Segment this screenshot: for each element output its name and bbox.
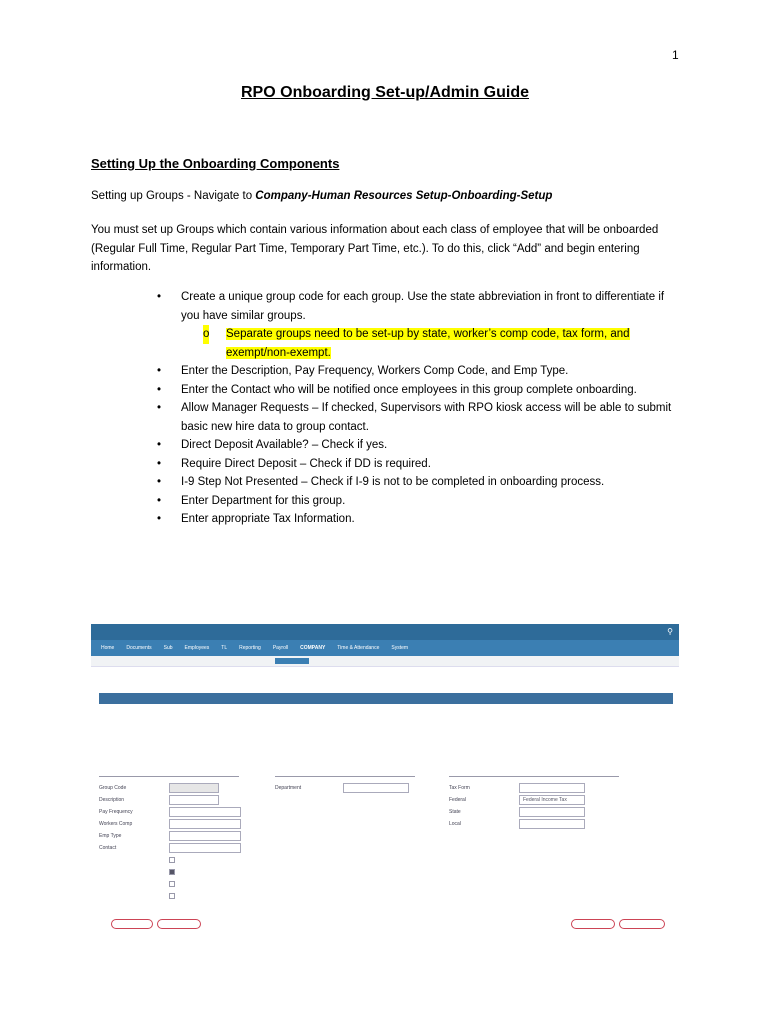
app-main-nav (91, 640, 679, 656)
sub-tab[interactable] (128, 658, 157, 664)
list-item: • Direct Deposit Available? – Check if yes. (154, 436, 684, 455)
table-row[interactable] (99, 704, 673, 715)
nav-item[interactable]: Payroll (272, 645, 289, 651)
nav-item[interactable]: Documents (126, 645, 152, 651)
sub-list-item (181, 325, 684, 362)
sub-tab[interactable] (217, 658, 246, 664)
panel-header (99, 768, 239, 777)
department-panel (275, 768, 415, 795)
nav-item[interactable]: Time & Attendance (337, 645, 380, 651)
panel-header (275, 768, 415, 777)
search-icon: ⚲ (667, 627, 673, 636)
emp-type-select[interactable] (169, 831, 241, 841)
page-number: 1 (672, 48, 679, 62)
sub-bullet-marker: o (203, 325, 209, 344)
app-button[interactable] (571, 919, 615, 929)
list-item: • Allow Manager Requests – If checked, Supervisors with RPO kiosk access will be able to submit basic new hire data to group contact. (154, 399, 684, 436)
intro-paragraph: You must set up Groups which contain various information about each class of employee that will be onboarded (Regular Full Time, Regular Part Time, Temporary Part Time, etc.). To do this, click “Add” and begin entering information. (91, 224, 659, 273)
embedded-app-screenshot (91, 624, 679, 851)
list-item: • Require Direct Deposit – Check if DD is required. (154, 455, 684, 474)
field-label: Emp Type (99, 833, 122, 839)
description-field[interactable] (169, 795, 219, 805)
nav-item[interactable]: Employees (184, 645, 210, 651)
field-label: Workers Comp (99, 821, 133, 827)
tax-panel (449, 768, 619, 831)
instruction-list (154, 288, 684, 529)
group-code-field[interactable] (169, 783, 219, 793)
navigation-instruction (91, 190, 552, 202)
workers-comp-select[interactable] (169, 819, 241, 829)
breadcrumb (91, 667, 679, 677)
nav-path: Company-Human Resources Setup-Onboarding-Setup (255, 190, 553, 202)
list-item: • I-9 Step Not Presented – Check if I-9 is not to be completed in onboarding process. (154, 473, 684, 492)
app-sub-nav (91, 656, 679, 667)
list-item: • Enter Department for this group. (154, 492, 684, 511)
document-title: RPO Onboarding Set-up/Admin Guide (241, 84, 529, 101)
panel-header (449, 768, 619, 777)
nav-item[interactable]: TL (221, 645, 228, 651)
app-top-bar (91, 624, 679, 640)
app-button[interactable] (111, 919, 153, 929)
app-button[interactable] (619, 919, 665, 929)
nav-item[interactable]: Sub (163, 645, 173, 651)
list-item: • Enter the Contact who will be notified once employees in this group complete onboarding. (154, 381, 684, 400)
sub-tab[interactable] (309, 658, 338, 664)
nav-item[interactable]: Home (101, 645, 115, 651)
direct-deposit-available-checkbox[interactable] (169, 869, 175, 875)
i9-checkbox[interactable] (169, 893, 175, 899)
nav-item[interactable]: System (391, 645, 409, 651)
sub-tab-active[interactable] (275, 658, 309, 664)
field-label: Pay Frequency (99, 809, 133, 815)
field-label: State (449, 809, 461, 815)
state-tax-select[interactable] (519, 807, 585, 817)
table-row[interactable] (99, 693, 673, 704)
pay-frequency-select[interactable] (169, 807, 241, 817)
nav-item[interactable]: Reporting (239, 645, 261, 651)
app-button[interactable] (157, 919, 201, 929)
nav-prefix: Setting up Groups - Navigate to (91, 190, 256, 202)
sub-tab[interactable] (246, 658, 275, 664)
department-select[interactable] (343, 783, 409, 793)
table-header-row (99, 683, 673, 693)
field-label: Tax Form (449, 785, 470, 791)
sub-tab[interactable] (158, 658, 187, 664)
field-label: Contact (99, 845, 117, 851)
field-label: Description (99, 797, 125, 803)
local-tax-select[interactable] (519, 819, 585, 829)
sub-tab[interactable] (187, 658, 216, 664)
require-dd-checkbox[interactable] (169, 881, 175, 887)
contact-select[interactable] (169, 843, 241, 853)
nav-item-company[interactable]: COMPANY (300, 645, 326, 651)
field-label: Local (449, 821, 461, 827)
highlighted-sub-bullet: Separate groups need to be set-up by state, worker’s comp code, tax form, and exempt/non-exempt. (226, 328, 630, 359)
sub-tab[interactable] (99, 658, 128, 664)
allow-manager-checkbox[interactable] (169, 857, 175, 863)
field-label: Group Code (99, 785, 127, 791)
list-item: • Enter appropriate Tax Information. (154, 510, 684, 529)
federal-tax-select[interactable]: Federal Income Tax (519, 795, 585, 805)
field-label: Federal (449, 797, 466, 803)
groups-table (99, 683, 673, 715)
tax-form-select[interactable] (519, 783, 585, 793)
group-panel (99, 768, 239, 903)
list-item: • Create a unique group code for each group. Use the state abbreviation in front to differentiate if you have similar groups. o Separate groups need to be set-up by state, worker’s comp code, tax form, and exempt/non-exempt. (154, 288, 684, 362)
section-heading: Setting Up the Onboarding Components (91, 156, 340, 171)
list-item: • Enter the Description, Pay Frequency, Workers Comp Code, and Emp Type. (154, 362, 684, 381)
field-label: Department (275, 785, 302, 791)
